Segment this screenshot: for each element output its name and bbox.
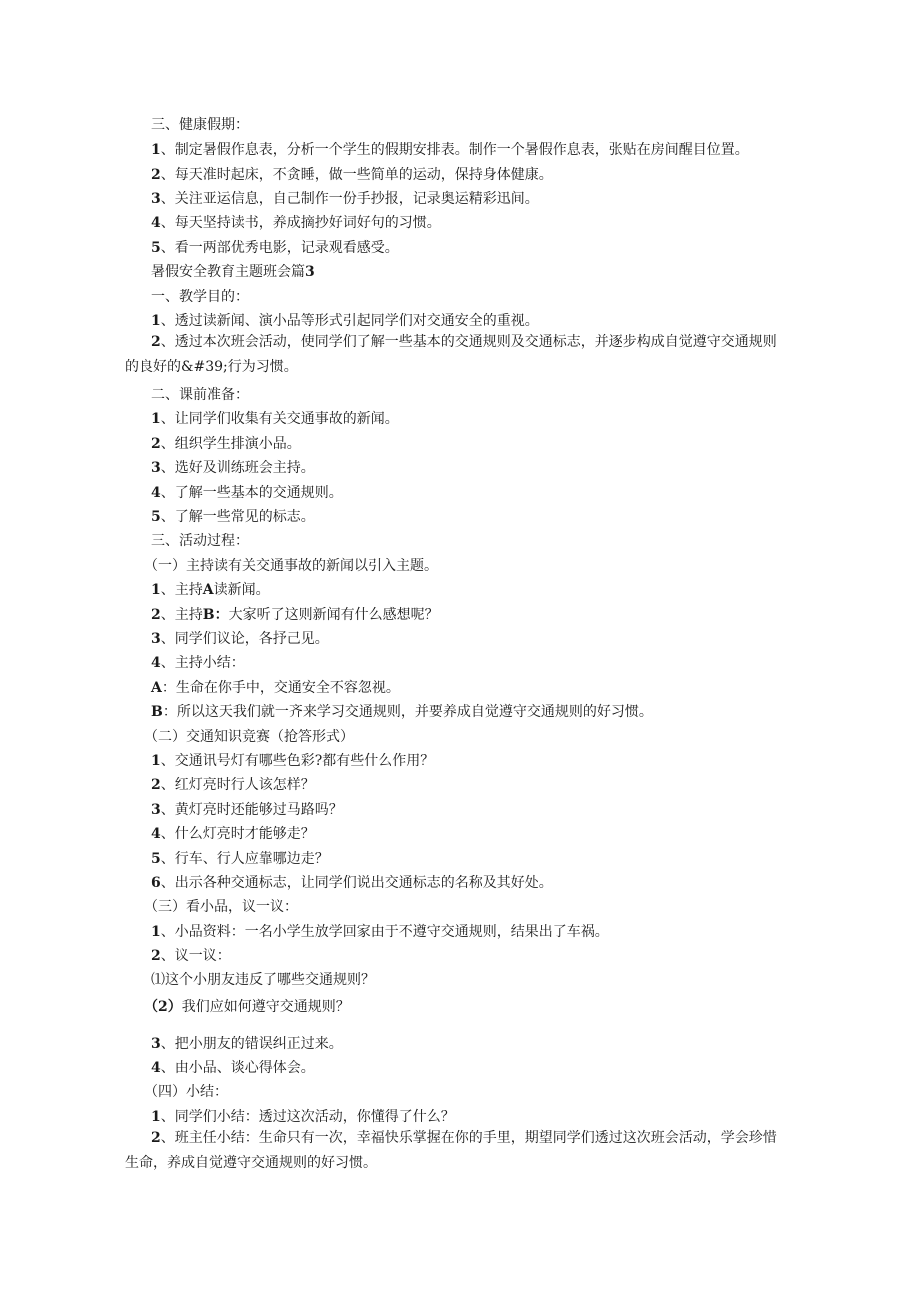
list-item: 6、出示各种交通标志，让同学们说出交通标志的名称及其好处。 bbox=[151, 875, 553, 891]
list-item: 3、关注亚运信息，自己制作一份手抄报，记录奥运精彩迅间。 bbox=[151, 191, 539, 207]
section-heading-preparation: 二、课前准备： bbox=[151, 387, 249, 403]
list-item: 2、组织学生排演小品。 bbox=[151, 436, 301, 452]
list-item: 1、同学们小结：透过这次活动，你懂得了什么？ bbox=[151, 1109, 455, 1125]
list-item: 1、制定暑假作息表，分析一个学生的假期安排表。制作一个暑假作息表，张贴在房间醒目位置。 bbox=[151, 142, 749, 158]
section-heading-activity: 三、活动过程： bbox=[151, 533, 249, 549]
list-item: 4、每天坚持读书，养成摘抄好词好句的习惯。 bbox=[151, 215, 441, 231]
list-item: （2）我们应如何遵守交通规则？ bbox=[144, 999, 350, 1015]
list-item: 1、小品资料：一名小学生放学回家由于不遵守交通规则，结果出了车祸。 bbox=[151, 924, 609, 940]
list-item: 2、每天准时起床，不贪睡，做一些简单的运动，保持身体健康。 bbox=[151, 167, 553, 183]
list-item: 2、议一议： bbox=[151, 948, 231, 964]
subsection-heading: （二）交通知识竞赛（抢答形式） bbox=[144, 729, 354, 745]
article-title: 暑假安全教育主题班会篇3 bbox=[151, 264, 315, 280]
list-item: 5、行车、行人应靠哪边走？ bbox=[151, 851, 329, 867]
subsection-heading: （三）看小品，议一议： bbox=[144, 899, 298, 915]
list-item: 4、什么灯亮时才能够走？ bbox=[151, 826, 315, 842]
list-item: A：生命在你手中，交通安全不容忽视。 bbox=[151, 680, 400, 696]
list-item: 2、主持B：大家听了这则新闻有什么感想呢？ bbox=[151, 607, 439, 623]
list-item: 3、选好及训练班会主持。 bbox=[151, 460, 315, 476]
list-item: 1、透过读新闻、演小品等形式引起同学们对交通安全的重视。 bbox=[151, 313, 539, 329]
list-item: 1、让同学们收集有关交通事故的新闻。 bbox=[151, 411, 399, 427]
list-item-wrapped: 2、班主任小结：生命只有一次，幸福快乐掌握在你的手里，期望同学们透过这次班会活动，学会珍惜生命，养成自觉遵守交通规则的好习惯。 bbox=[125, 1130, 777, 1171]
list-item: ⑴这个小朋友违反了哪些交通规则？ bbox=[151, 972, 375, 988]
list-item: 1、主持A读新闻。 bbox=[151, 582, 270, 598]
list-item: 3、黄灯亮时还能够过马路吗？ bbox=[151, 802, 343, 818]
subsection-heading: （四）小结： bbox=[144, 1084, 228, 1100]
list-item: 3、同学们议论，各抒己见。 bbox=[151, 631, 329, 647]
section-heading-teaching-purpose: 一、教学目的： bbox=[151, 289, 249, 305]
section-heading-healthy-holiday: 三、健康假期： bbox=[151, 117, 249, 133]
list-item: 3、把小朋友的错误纠正过来。 bbox=[151, 1036, 343, 1052]
list-item: 2、红灯亮时行人该怎样？ bbox=[151, 777, 315, 793]
list-item: B：所以这天我们就一齐来学习交通规则，并要养成自觉遵守交通规则的好习惯。 bbox=[151, 704, 653, 720]
list-item: 5、看一两部优秀电影，记录观看感受。 bbox=[151, 240, 399, 256]
list-item-wrapped: 2、透过本次班会活动，使同学们了解一些基本的交通规则及交通标志，并逐步构成自觉遵守交通规则的良好的&#39;行为习惯。 bbox=[125, 334, 777, 375]
list-item: 4、了解一些基本的交通规则。 bbox=[151, 485, 343, 501]
list-item: 5、了解一些常见的标志。 bbox=[151, 509, 315, 525]
list-item: 4、由小品、谈心得体会。 bbox=[151, 1060, 315, 1076]
list-item: 1、交通讯号灯有哪些色彩?都有些什么作用？ bbox=[151, 753, 435, 769]
list-item: 4、主持小结： bbox=[151, 655, 245, 671]
subsection-heading: （一）主持读有关交通事故的新闻以引入主题。 bbox=[144, 558, 438, 574]
